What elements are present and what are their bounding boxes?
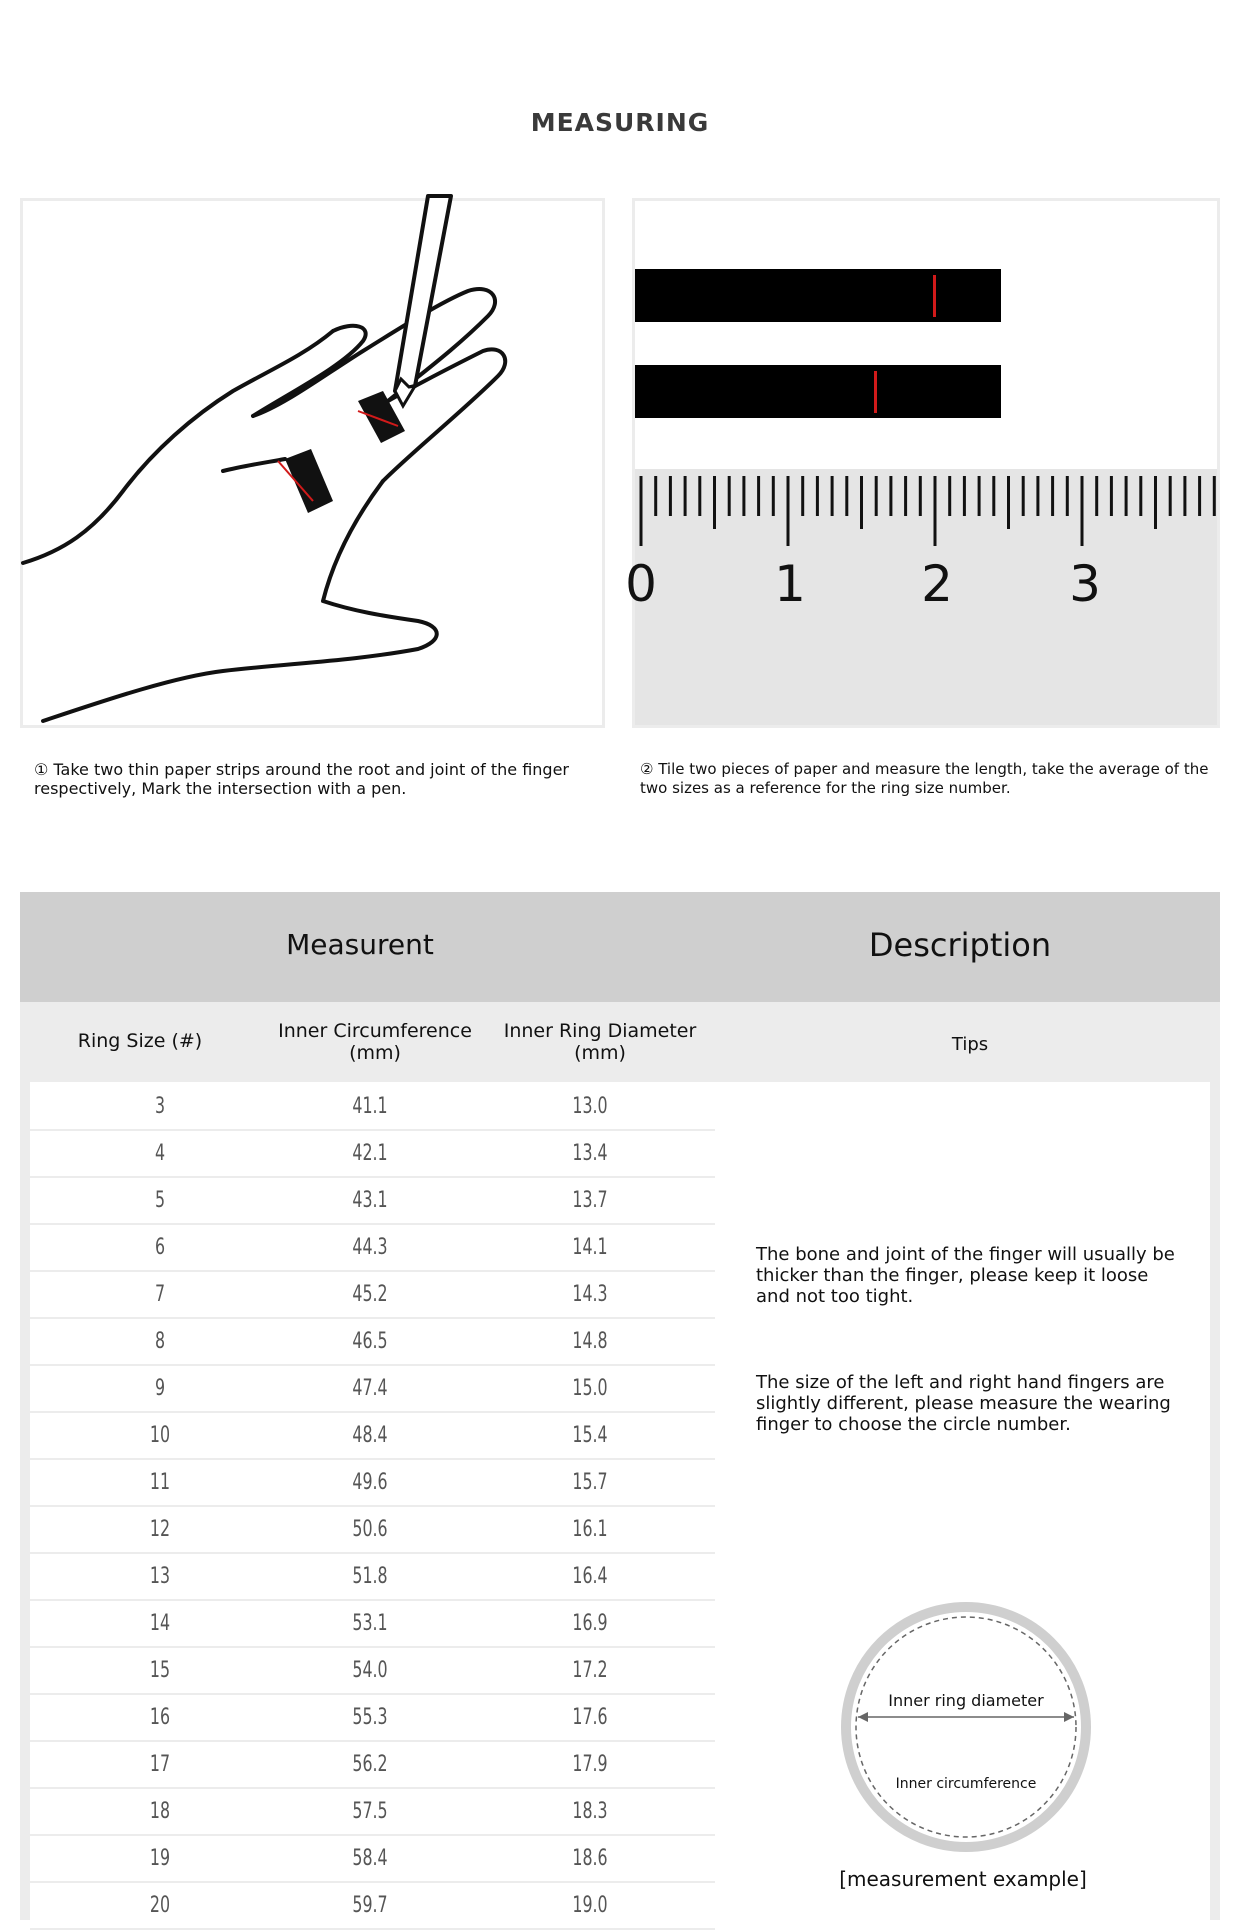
inner-diameter-cell: 16.4 <box>572 1564 608 1589</box>
inner-diameter-cell: 13.0 <box>572 1094 608 1119</box>
inner-circumference-cell: 56.2 <box>352 1752 388 1777</box>
table-row <box>30 1411 715 1460</box>
ruler-illustration-panel <box>625 198 1220 728</box>
mark-1 <box>933 275 936 317</box>
inner-circumference-cell: 49.6 <box>352 1470 388 1495</box>
inner-diameter-cell: 14.1 <box>572 1235 608 1260</box>
inner-diameter-cell: 15.0 <box>572 1376 608 1401</box>
inner-circumference-cell: 55.3 <box>352 1705 388 1730</box>
table-row <box>30 1881 715 1930</box>
inner-circumference-cell: 59.7 <box>352 1893 388 1918</box>
inner-circumference-cell: 46.5 <box>352 1329 388 1354</box>
inner-diameter-cell: 16.1 <box>572 1517 608 1542</box>
paper-strip-2 <box>635 365 1001 418</box>
ruler-label: 2 <box>921 555 953 613</box>
table-row <box>30 1646 715 1695</box>
column-header-tips: Tips <box>951 1034 989 1055</box>
page-title: MEASURING <box>530 108 710 137</box>
table-row <box>30 1129 715 1178</box>
size-table-body <box>30 1082 715 1920</box>
circumference-label: Inner circumference <box>895 1776 1037 1792</box>
table-row <box>30 1740 715 1789</box>
table-row <box>30 1599 715 1648</box>
measurement-group-header: Measurent <box>286 928 434 961</box>
inner-circumference-cell: 43.1 <box>352 1188 388 1213</box>
table-row <box>30 1364 715 1413</box>
measurement-example-caption: [measurement example] <box>839 1867 1087 1891</box>
ring-size-cell: 12 <box>149 1517 171 1542</box>
inner-circumference-cell: 54.0 <box>352 1658 388 1683</box>
ring-size-cell: 14 <box>149 1611 171 1636</box>
inner-diameter-cell: 16.9 <box>572 1611 608 1636</box>
column-header-ring-size: Ring Size (#) <box>77 1030 203 1052</box>
size-table-header <box>20 892 1220 1002</box>
tip-text: The bone and joint of the finger will usually be thicker than the finger, please keep it loose and not too tight. <box>756 1244 1175 1307</box>
table-row <box>30 1693 715 1742</box>
ring-size-cell: 6 <box>154 1235 166 1260</box>
ring-size-cell: 5 <box>154 1188 166 1213</box>
table-row <box>30 1834 715 1883</box>
ring-size-cell: 18 <box>149 1799 171 1824</box>
hand-illustration-panel <box>20 198 605 728</box>
table-row <box>30 1082 715 1131</box>
inner-circumference-cell: 57.5 <box>352 1799 388 1824</box>
ring-size-cell: 13 <box>149 1564 171 1589</box>
inner-diameter-cell: 19.0 <box>572 1893 608 1918</box>
ring-size-cell: 7 <box>154 1282 166 1307</box>
table-row <box>30 1787 715 1836</box>
step-2-caption: ② Tile two pieces of paper and measure the length, take the average of the two sizes as a reference for the ring size number. <box>640 760 1209 797</box>
tips-panel <box>716 1082 1210 1920</box>
column-header-inner-diameter: Inner Ring Diameter (mm) <box>503 1020 697 1064</box>
step-1-caption: ① Take two thin paper strips around the root and joint of the finger respectively, Mark the intersection with a pen. <box>34 760 570 798</box>
inner-diameter-cell: 15.4 <box>572 1423 608 1448</box>
table-row <box>30 1552 715 1601</box>
inner-diameter-cell: 17.6 <box>572 1705 608 1730</box>
inner-circumference-cell: 58.4 <box>352 1846 388 1871</box>
inner-diameter-cell: 13.7 <box>572 1188 608 1213</box>
table-row <box>30 1458 715 1507</box>
inner-circumference-cell: 50.6 <box>352 1517 388 1542</box>
inner-circumference-cell: 41.1 <box>352 1094 388 1119</box>
ruler-label: 0 <box>625 555 657 613</box>
ring-size-cell: 9 <box>154 1376 166 1401</box>
inner-circumference-cell: 53.1 <box>352 1611 388 1636</box>
ring-size-cell: 8 <box>154 1329 166 1354</box>
ring-size-cell: 10 <box>149 1423 171 1448</box>
description-group-header: Description <box>868 926 1052 964</box>
inner-circumference-cell: 48.4 <box>352 1423 388 1448</box>
ring-measurement-diagram <box>836 1597 1096 1857</box>
inner-diameter-cell: 17.2 <box>572 1658 608 1683</box>
ring-size-cell: 3 <box>154 1094 166 1119</box>
hand-with-pen-illustration <box>23 201 602 725</box>
table-border-right <box>1210 1082 1220 1920</box>
inner-circumference-cell: 47.4 <box>352 1376 388 1401</box>
inner-circumference-cell: 51.8 <box>352 1564 388 1589</box>
inner-diameter-cell: 14.8 <box>572 1329 608 1354</box>
ruler-label: 1 <box>774 555 806 613</box>
table-row <box>30 1270 715 1319</box>
inner-circumference-cell: 44.3 <box>352 1235 388 1260</box>
table-row <box>30 1223 715 1272</box>
table-border-left <box>20 1082 30 1920</box>
inner-diameter-cell: 18.3 <box>572 1799 608 1824</box>
table-row <box>30 1176 715 1225</box>
tip-text: The size of the left and right hand fingers are slightly different, please measure the wearing finger to choose the circle number. <box>756 1372 1171 1435</box>
table-row <box>30 1317 715 1366</box>
ring-size-cell: 17 <box>149 1752 171 1777</box>
inner-circumference-cell: 45.2 <box>352 1282 388 1307</box>
mark-2 <box>874 371 877 413</box>
column-header-inner-circumference: Inner Circumference (mm) <box>278 1020 472 1064</box>
ring-size-cell: 4 <box>154 1141 166 1166</box>
table-row <box>30 1505 715 1554</box>
inner-diameter-cell: 17.9 <box>572 1752 608 1777</box>
ruler-label: 3 <box>1069 555 1101 613</box>
inner-diameter-cell: 13.4 <box>572 1141 608 1166</box>
ring-size-cell: 16 <box>149 1705 171 1730</box>
ring-size-cell: 19 <box>149 1846 171 1871</box>
paper-strips-and-ruler <box>625 201 1217 725</box>
inner-circumference-cell: 42.1 <box>352 1141 388 1166</box>
ring-size-cell: 20 <box>149 1893 171 1918</box>
ring-size-cell: 11 <box>149 1470 171 1495</box>
diameter-label: Inner ring diameter <box>888 1691 1044 1710</box>
inner-diameter-cell: 18.6 <box>572 1846 608 1871</box>
inner-diameter-cell: 15.7 <box>572 1470 608 1495</box>
size-table-column-headers <box>20 1002 1220 1082</box>
inner-diameter-cell: 14.3 <box>572 1282 608 1307</box>
ring-size-cell: 15 <box>149 1658 171 1683</box>
paper-strip-1 <box>635 269 1001 322</box>
